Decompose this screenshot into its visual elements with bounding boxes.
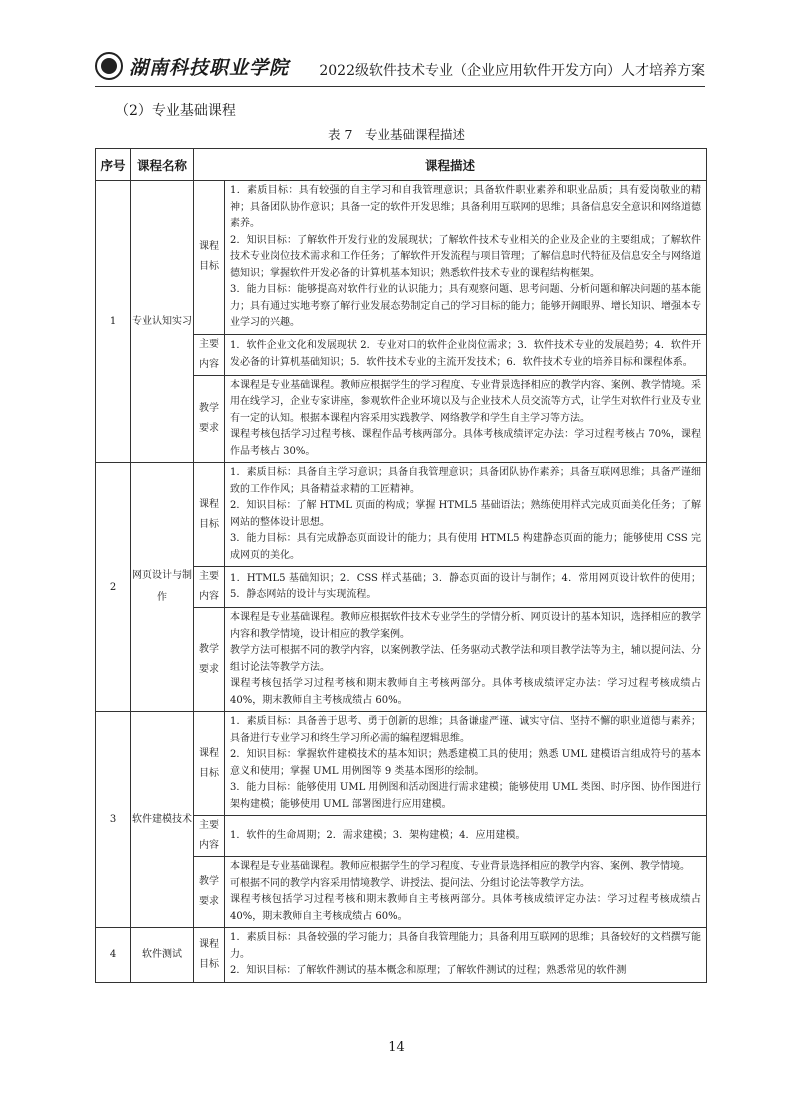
description-line: 1．HTML5 基础知识；2．CSS 样式基础；3．静态页面的设计与制作；4．常用网页设计软件的使用；5．静态网站的设计与实现流程。 — [230, 572, 702, 600]
description-line: 2．知识目标：了解 HTML 页面的构成；掌握 HTML5 基础语法；熟练使用样式完成页面美化任务；了解网站的整体设计思想。 — [230, 500, 702, 528]
part-label: 主要内容 — [194, 567, 225, 608]
description-line: 1．素质目标：具备善于思考、勇于创新的思维；具备谦虚严谨、诚实守信、坚持不懈的职业道德与素养；具备进行专业学习和终生学习所必需的编程逻辑思维。 — [230, 716, 702, 744]
description-line: 2．知识目标：掌握软件建模技术的基本知识；熟悉建模工具的使用；熟悉 UML 建模语言组成符号的基本意义和使用；掌握 UML 用例图等 9 类基本图形的绘制。 — [230, 749, 702, 777]
description-line: 本课程是专业基础课程。教师应根据学生的学习程度、专业背景选择相应的教学内容、案例、教学情境。采用在线学习，企业专家讲座，参观软件企业环境以及与企业技术人员交流等方式，让学生对软件行业及专业有一定的认知。根据本课程内容采用实践教学、网络教学和学生自主学习等方法。 — [230, 379, 702, 424]
course-number: 3 — [96, 712, 131, 928]
description-line: 2．知识目标：了解软件开发行业的发展现状；了解软件技术专业相关的企业及企业的主要组成；了解软件技术专业岗位技术需求和工作任务；了解软件开发流程与项目管理；了解信息时代特征及信息安全与网络道德知识；掌握软件开发必备的计算机基本知识；熟悉软件技术专业的课程结构框架。 — [230, 234, 702, 279]
school-logo — [95, 52, 289, 80]
course-table — [95, 148, 707, 983]
part-label: 课程目标 — [194, 928, 225, 983]
section-title: （2）专业基础课程 — [115, 103, 236, 119]
description-line: 2．知识目标：了解软件测试的基本概念和原理；了解软件测试的过程；熟悉常见的软件测 — [230, 965, 627, 976]
description-line: 教学方法可根据不同的教学内容，以案例教学法、任务驱动式教学法和项目教学法等为主，辅以提问法、分组讨论法等教学方法。 — [230, 645, 702, 673]
course-name: 网页设计与制作 — [131, 463, 194, 712]
table-row — [96, 712, 707, 816]
table-caption: 表 7 专业基础课程描述 — [328, 127, 465, 142]
part-description — [225, 181, 707, 335]
part-label: 教学要求 — [194, 857, 225, 928]
header-desc: 课程描述 — [194, 149, 707, 181]
table-body — [96, 181, 707, 983]
description-line: 可根据不同的教学内容采用情境教学、讲授法、提问法、分组讨论法等教学方法。 — [230, 877, 590, 889]
description-line: 3．能力目标：具有完成静态页面设计的能力；具有使用 HTML5 构建静态页面的能力；能够使用 CSS 完成网页的美化。 — [230, 533, 702, 561]
description-line: 课程考核包括学习过程考核和期末教师自主考核两部分。具体考核成绩评定办法：学习过程考核成绩占 40%，期末教师自主考核成绩占 60%。 — [230, 894, 702, 922]
description-line: 本课程是专业基础课程。教师应根据学生的学习程度、专业背景选择相应的教学内容、案例、教学情境。 — [230, 861, 690, 872]
table-row — [96, 463, 707, 567]
description-line: 课程考核包括学习过程考核、课程作品考核两部分。具体考核成绩评定办法：学习过程考核占 70%，课程作品考核占 30%。 — [230, 429, 702, 457]
part-label: 课程目标 — [194, 463, 225, 567]
header-rule — [95, 86, 705, 87]
seal-icon — [95, 52, 123, 80]
part-label: 教学要求 — [194, 608, 225, 712]
part-label: 主要内容 — [194, 334, 225, 375]
course-number: 2 — [96, 463, 131, 712]
table-header-row — [96, 149, 707, 181]
part-label: 课程目标 — [194, 181, 225, 335]
logo-text: 湖南科技职业学院 — [129, 56, 290, 79]
course-number: 1 — [96, 181, 131, 463]
page-header — [95, 52, 705, 92]
header-name: 课程名称 — [131, 149, 194, 181]
header-num: 序号 — [96, 149, 131, 181]
description-line: 1．素质目标：具有较强的自主学习和自我管理意识；具备软件职业素养和职业品质；具有爱岗敬业的精神；具备团队协作意识；具备一定的软件开发思维；具备利用互联网的思维；具备信息安全意识和网络道德素养。 — [230, 185, 702, 229]
description-line: 1．素质目标：具备较强的学习能力；具备自我管理能力；具备利用互联网的思维；具备较好的文档撰写能力。 — [230, 932, 702, 960]
description-line: 1．软件的生命周期；2．需求建模；3．架构建模；4．应用建模。 — [230, 829, 526, 841]
part-label: 教学要求 — [194, 375, 225, 463]
course-name: 软件测试 — [131, 928, 194, 983]
course-number: 4 — [96, 928, 131, 983]
course-name: 专业认知实习 — [131, 181, 194, 463]
page-number: 14 — [388, 1040, 405, 1055]
description-line: 1．素质目标：具备自主学习意识；具备自我管理意识；具备团队协作素养；具备互联网思维；具备严谨细致的工作作风；具备精益求精的工匠精神。 — [230, 467, 702, 495]
description-line: 3．能力目标：能够提高对软件行业的认识能力；具有观察问题、思考问题、分析问题和解决问题的基本能力；具有通过实地考察了解行业发展态势制定自己的学习目标的能力；能够开阔眼界、增长知识、增强本专业学习的兴趣。 — [230, 284, 702, 328]
description-line: 本课程是专业基础课程。教师应根据软件技术专业学生的学情分析、网页设计的基本知识，选择相应的教学内容和教学情境，设计相应的教学案例。 — [230, 612, 702, 640]
part-description — [225, 857, 707, 928]
part-label: 主要内容 — [194, 816, 225, 857]
description-line: 课程考核包括学习过程考核和期末教师自主考核两部分。具体考核成绩评定办法：学习过程考核成绩占 40%，期末教师自主考核成绩占 60%。 — [230, 678, 702, 706]
table-row — [96, 928, 707, 983]
header-title: 2022级软件技术专业（企业应用软件开发方向）人才培养方案 — [319, 63, 705, 79]
description-line: 3．能力目标：能够使用 UML 用例图和活动图进行需求建模；能够使用 UML 类图、时序图、协作图进行架构建模；能够使用 UML 部署图进行应用建模。 — [230, 782, 702, 810]
part-label: 课程目标 — [194, 712, 225, 816]
part-description — [225, 816, 707, 857]
course-name: 软件建模技术 — [131, 712, 194, 928]
table-row — [96, 181, 707, 335]
part-description — [225, 334, 707, 375]
part-description — [225, 928, 707, 983]
part-description — [225, 375, 707, 463]
part-description — [225, 567, 707, 608]
part-description — [225, 608, 707, 712]
part-description — [225, 463, 707, 567]
description-line: 1．软件企业文化和发展现状 2．专业对口的软件企业岗位需求；3．软件技术专业的发展趋势；4．软件开发必备的计算机基础知识；5．软件技术专业的主流开发技术；6．软件技术专业的培养目标和课程体系。 — [230, 340, 702, 368]
part-description — [225, 712, 707, 816]
